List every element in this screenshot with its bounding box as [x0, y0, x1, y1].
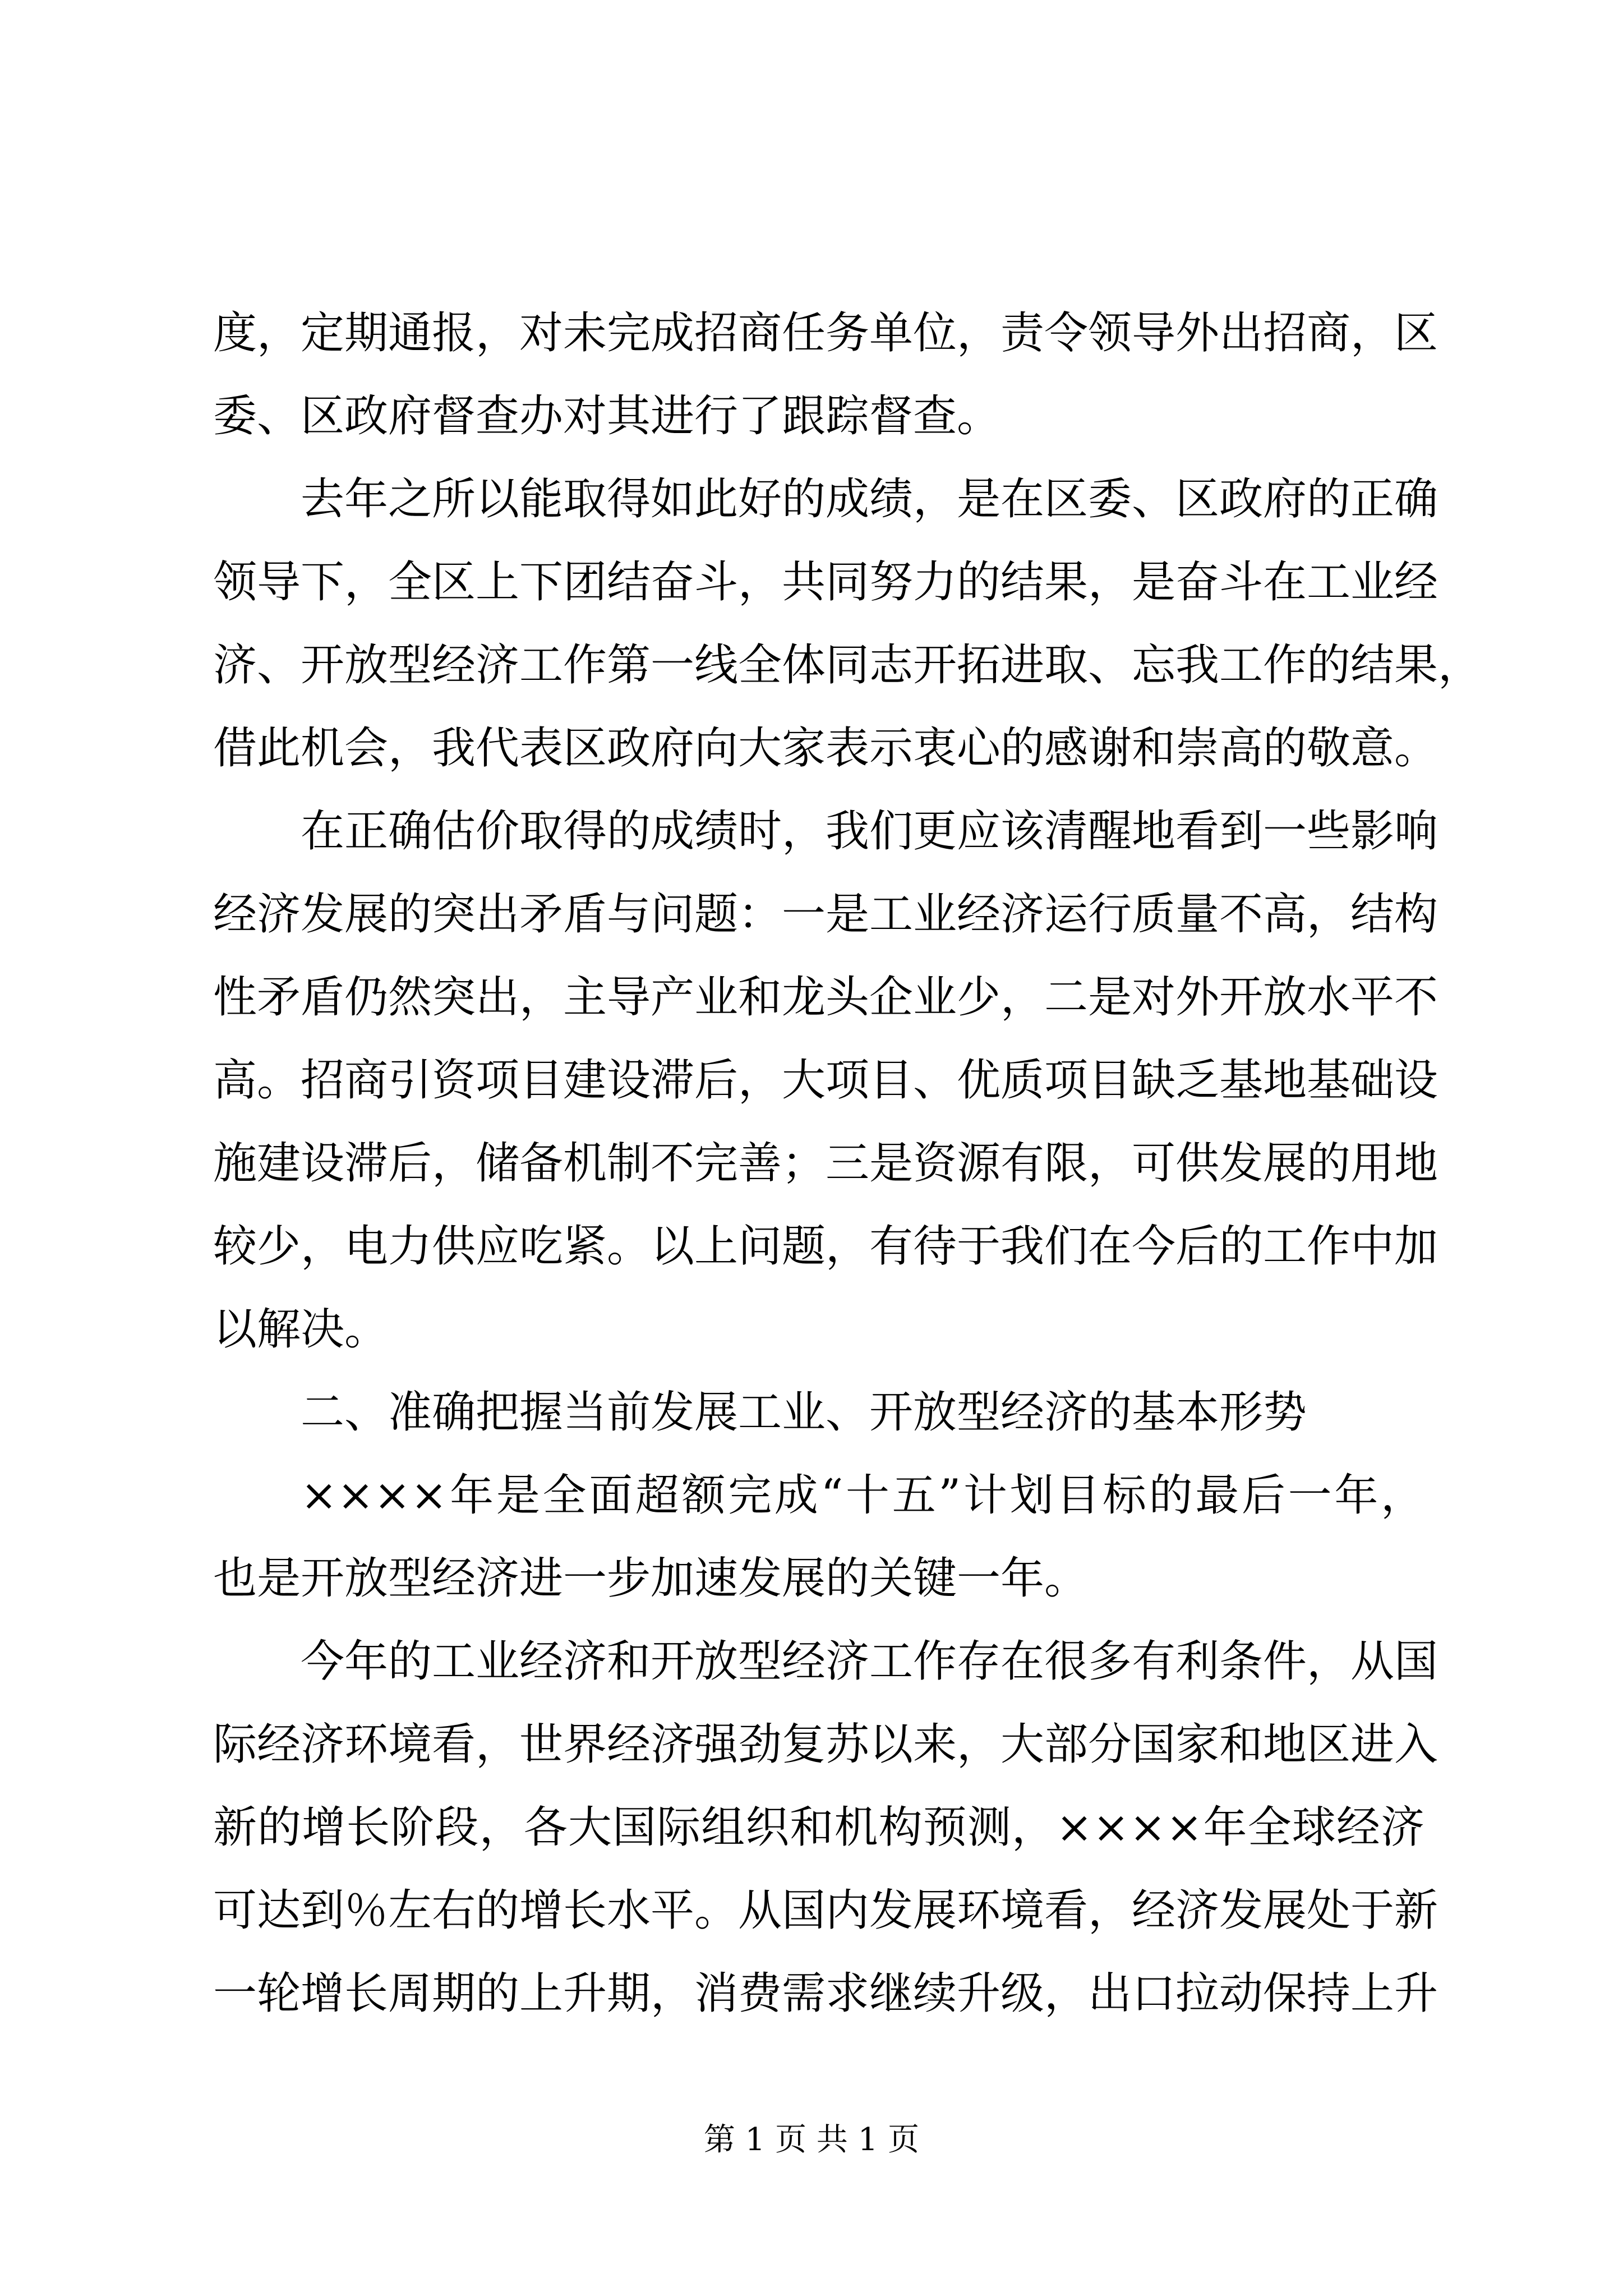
- text-line: 领导下，全区上下团结奋斗，共同努力的结果，是奋斗在工业经: [213, 557, 1438, 608]
- text-line: 较少，电力供应吃紧。以上问题，有待于我们在今后的工作中加: [213, 1221, 1438, 1272]
- text-line: 借此机会，我代表区政府向大家表示衷心的感谢和崇高的敬意。: [213, 723, 1438, 774]
- page-footer: 第 1 页 共 1 页: [703, 2122, 920, 2158]
- text-line: 施建设滞后，储备机制不完善；三是资源有限，可供发展的用地: [213, 1138, 1438, 1189]
- body-text: [213, 292, 1482, 2035]
- text-line: 新的增长阶段，各大国际组织和机构预测，××××年全球经济: [213, 1802, 1424, 1853]
- text-line: 一轮增长周期的上升期，消费需求继续升级，出口拉动保持上升: [213, 1968, 1438, 2019]
- text-line: 也是开放型经济进一步加速发展的关键一年。: [213, 1553, 1089, 1604]
- text-line: 济、开放型经济工作第一线全体同志开拓进取、忘我工作的结果，: [213, 640, 1482, 691]
- section-heading: 二、准确把握当前发展工业、开放型经济的基本形势: [301, 1387, 1307, 1438]
- text-line: 委、区政府督查办对其进行了跟踪督查。: [213, 391, 1001, 441]
- text-line: 际经济环境看，世界经济强劲复苏以来，大部分国家和地区进入: [213, 1719, 1438, 1770]
- text-line: 可达到％左右的增长水平。从国内发展环境看，经济发展处于新: [213, 1885, 1438, 1936]
- text-line: ××××年是全面超额完成“十五”计划目标的最后一年，: [301, 1470, 1424, 1521]
- text-line: 度，定期通报，对未完成招商任务单位，责令领导外出招商，区: [213, 308, 1438, 358]
- text-line: 高。招商引资项目建设滞后，大项目、优质项目缺乏基地基础设: [213, 1055, 1438, 1106]
- text-line: 以解决。: [213, 1304, 389, 1355]
- text-line: 经济发展的突出矛盾与问题：一是工业经济运行质量不高，结构: [213, 889, 1438, 940]
- text-line: 性矛盾仍然突出，主导产业和龙头企业少，二是对外开放水平不: [213, 972, 1438, 1023]
- text-line: 去年之所以能取得如此好的成绩，是在区委、区政府的正确: [301, 474, 1438, 524]
- text-line: 今年的工业经济和开放型经济工作存在很多有利条件，从国: [301, 1636, 1438, 1687]
- text-line: 在正确估价取得的成绩时，我们更应该清醒地看到一些影响: [301, 806, 1438, 857]
